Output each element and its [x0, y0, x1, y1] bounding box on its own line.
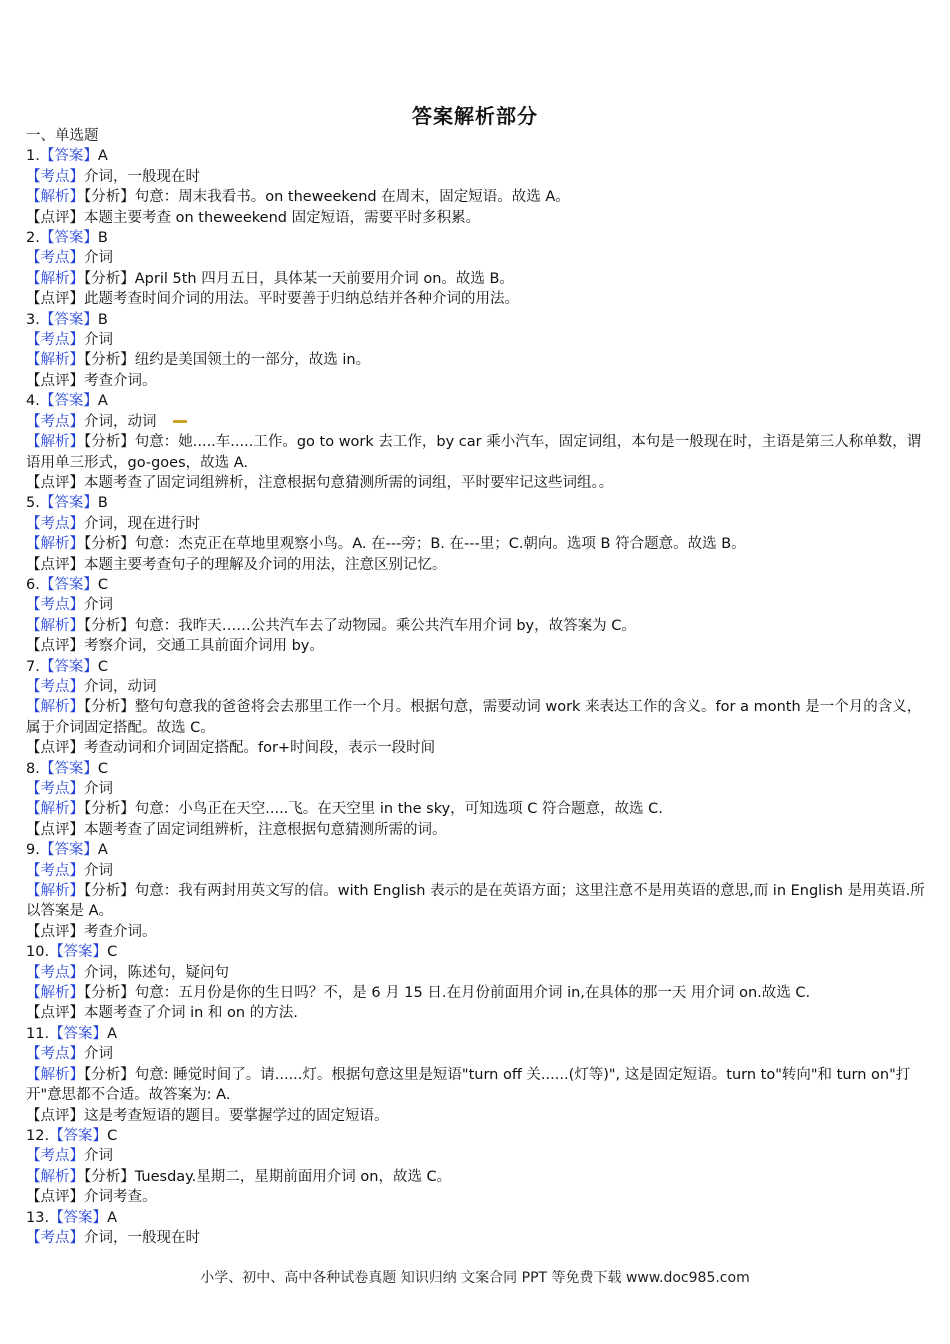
answer-tag: 【答案】: [49, 944, 108, 961]
answer-line: [26, 759, 926, 779]
answer-list: [26, 126, 926, 1248]
explain-tag: 【解析】: [26, 352, 84, 369]
review-tag: 【点评】: [26, 1005, 84, 1022]
footer-text: 小学、初中、高中各种试卷真题 知识归纳 文案合同 PPT 等免费下载 www.doc985.com: [200, 1270, 750, 1286]
explain-tag: 【解析】: [26, 1066, 84, 1083]
review-line: [26, 922, 926, 942]
point-tag: 【考点】: [26, 1046, 84, 1063]
answer-value: A: [107, 1209, 117, 1226]
answer-line: [26, 391, 926, 411]
review-line: [26, 738, 926, 758]
answer-line: [26, 493, 926, 513]
review-tag: 【点评】: [26, 821, 84, 838]
review-text: 介词考查。: [84, 1189, 157, 1206]
point-line: [26, 861, 926, 881]
review-tag: 【点评】: [26, 638, 84, 655]
point-text: 介词: [84, 597, 113, 614]
analysis-tag: 【分析】: [84, 1168, 135, 1185]
question-number: 4.: [26, 393, 40, 410]
review-line: [26, 820, 926, 840]
point-tag: 【考点】: [26, 332, 84, 349]
explain-line: [26, 983, 926, 1003]
answer-tag: 【答案】: [39, 311, 98, 328]
point-text: 介词，一般现在时: [84, 168, 200, 185]
highlight-mark: [173, 420, 187, 423]
explain-tag: 【解析】: [26, 1168, 84, 1185]
point-line: [26, 1146, 926, 1166]
answer-tag: 【答案】: [39, 760, 98, 777]
point-line: [26, 514, 926, 534]
answer-line: [26, 942, 926, 962]
point-tag: 【考点】: [26, 781, 84, 797]
review-tag: 【点评】: [26, 372, 84, 389]
point-tag: 【考点】: [26, 678, 84, 695]
point-tag: 【考点】: [26, 515, 84, 532]
analysis-tag: 【分析】: [84, 699, 135, 716]
analysis-tag: 【分析】: [84, 985, 135, 1002]
review-text: 考查介词。: [84, 923, 157, 940]
explain-tag: 【解析】: [26, 536, 84, 553]
explain-tag: 【解析】: [26, 270, 84, 287]
point-text: 介词，动词: [84, 678, 157, 695]
answer-line: [26, 1024, 926, 1044]
point-text: 介词: [84, 781, 113, 797]
explain-line: [26, 350, 926, 370]
answer-line: [26, 146, 926, 166]
point-tag: 【考点】: [26, 862, 84, 879]
answer-value: A: [97, 842, 108, 859]
review-text: 此题考查时间介词的用法。平时要善于归纳总结并各种介词的用法。: [84, 291, 519, 308]
answer-tag: 【答案】: [39, 842, 98, 859]
point-line: [26, 248, 926, 268]
explain-text: 句意：她.....车.....工作。go to work 去工作，by car 乘小汽车，固定词组，本句是一般现在时，主语是第三人称单数，谓语用单三形式，go-goes，故选 A.: [26, 434, 922, 471]
explain-tag: 【解析】: [26, 883, 84, 900]
answer-tag: 【答案】: [49, 1127, 108, 1144]
analysis-tag: 【分析】: [84, 617, 135, 634]
question-number: 6.: [26, 576, 40, 593]
analysis-tag: 【分析】: [84, 536, 135, 553]
answer-value: C: [107, 1127, 118, 1144]
question-number: 12.: [26, 1127, 50, 1144]
answer-value: B: [97, 495, 108, 512]
answer-line: [26, 310, 926, 330]
review-line: [26, 473, 926, 493]
explain-line: [26, 1167, 926, 1187]
answer-line: [26, 840, 926, 860]
explain-line: [26, 616, 926, 636]
point-line: [26, 330, 926, 350]
question-number: 2.: [26, 230, 40, 247]
answer-value: C: [97, 658, 108, 675]
point-line: [26, 963, 926, 983]
review-line: [26, 555, 926, 575]
explain-text: 句意：周末我看书。on theweekend 在周末，固定短语。故选 A。: [134, 189, 570, 206]
review-text: 这是考查短语的题目。要掌握学过的固定短语。: [84, 1107, 389, 1124]
point-line: [26, 1228, 926, 1248]
review-text: 本题考查了介词 in 和 on 的方法.: [84, 1005, 298, 1022]
explain-line: [26, 697, 926, 738]
question-number: 13.: [26, 1209, 50, 1226]
analysis-tag: 【分析】: [84, 434, 135, 451]
section-heading: 一、单选题: [26, 128, 99, 144]
point-text: 介词: [84, 862, 113, 879]
question-number: 1.: [26, 148, 40, 165]
review-tag: 【点评】: [26, 291, 84, 308]
analysis-tag: 【分析】: [84, 189, 135, 206]
question-number: 10.: [26, 944, 50, 961]
answer-tag: 【答案】: [39, 230, 98, 247]
answer-value: A: [97, 148, 108, 165]
explain-tag: 【解析】: [26, 434, 84, 451]
review-text: 本题主要考查 on theweekend 固定短语，需要平时多积累。: [84, 209, 481, 226]
answer-line: [26, 657, 926, 677]
explain-tag: 【解析】: [26, 189, 84, 206]
explain-line: [26, 187, 926, 207]
explain-line: [26, 881, 926, 922]
answer-tag: 【答案】: [49, 1209, 108, 1226]
answer-value: B: [97, 311, 108, 328]
point-text: 介词，动词: [84, 413, 157, 430]
point-tag: 【考点】: [26, 597, 84, 614]
point-line: [26, 779, 926, 799]
point-line: [26, 677, 926, 697]
review-line: [26, 1003, 926, 1023]
answer-line: [26, 575, 926, 595]
review-line: [26, 289, 926, 309]
question-number: 3.: [26, 311, 40, 328]
question-number: 9.: [26, 842, 40, 859]
point-line: [26, 595, 926, 615]
analysis-tag: 【分析】: [84, 270, 135, 287]
explain-line: [26, 534, 926, 554]
question-number: 11.: [26, 1025, 50, 1042]
point-text: 介词: [84, 1148, 113, 1165]
question-number: 7.: [26, 658, 40, 675]
review-line: [26, 636, 926, 656]
explain-tag: 【解析】: [26, 699, 84, 716]
point-line: [26, 167, 926, 187]
explain-text: 句意：小鸟正在天空.....飞。在天空里 in the sky，可知选项 C 符合题意，故选 C.: [134, 801, 663, 818]
point-text: 介词: [84, 250, 113, 267]
explain-text: 句意：我有两封用英文写的信。with English 表示的是在英语方面；这里注意不是用英语的意思,而 in English 是用英语.所以答案是 A。: [26, 883, 925, 920]
answer-tag: 【答案】: [39, 576, 98, 593]
explain-tag: 【解析】: [26, 617, 84, 634]
explain-text: 纽约是美国领土的一部分，故选 in。: [134, 352, 371, 369]
explain-text: 句意：杰克正在草地里观察小鸟。A. 在---旁；B. 在---里；C.朝向。选项 B 符合题意。故选 B。: [134, 536, 746, 553]
point-text: 介词: [84, 1046, 113, 1063]
point-text: 介词，一般现在时: [84, 1229, 200, 1246]
point-tag: 【考点】: [26, 168, 84, 185]
answer-value: C: [97, 760, 108, 777]
review-tag: 【点评】: [26, 556, 84, 573]
review-text: 本题考查了固定词组辨析，注意根据句意猜测所需的词。: [84, 821, 447, 838]
answer-line: [26, 1208, 926, 1228]
answer-value: C: [107, 944, 118, 961]
question-number: 8.: [26, 760, 40, 777]
review-tag: 【点评】: [26, 1107, 84, 1124]
answer-tag: 【答案】: [39, 495, 98, 512]
review-tag: 【点评】: [26, 923, 84, 940]
review-line: [26, 208, 926, 228]
explain-tag: 【解析】: [26, 985, 84, 1002]
review-text: 考察介词，交通工具前面介词用 by。: [84, 638, 324, 655]
review-line: [26, 1187, 926, 1207]
point-tag: 【考点】: [26, 413, 84, 430]
answer-value: B: [97, 230, 108, 247]
answer-tag: 【答案】: [39, 148, 98, 165]
review-text: 本题主要考查句子的理解及介词的用法，注意区别记忆。: [84, 556, 447, 573]
point-line: [26, 412, 926, 432]
review-text: 考查介词。: [84, 372, 157, 389]
explain-line: [26, 432, 926, 473]
answer-tag: 【答案】: [49, 1025, 108, 1042]
point-text: 介词: [84, 332, 113, 349]
point-tag: 【考点】: [26, 1148, 84, 1165]
point-line: [26, 1044, 926, 1064]
review-text: 考查动词和介词固定搭配。for+时间段，表示一段时间: [84, 740, 436, 757]
review-tag: 【点评】: [26, 474, 84, 491]
point-tag: 【考点】: [26, 250, 84, 267]
analysis-tag: 【分析】: [84, 883, 135, 900]
answer-value: A: [107, 1025, 117, 1042]
point-text: 介词，陈述句，疑问句: [84, 964, 229, 981]
explain-text: 句意：我昨天……公共汽车去了动物园。乘公共汽车用介词 by，故答案为 C。: [134, 617, 636, 634]
analysis-tag: 【分析】: [84, 352, 135, 369]
point-tag: 【考点】: [26, 1229, 84, 1246]
question-number: 5.: [26, 495, 40, 512]
explain-text: 句意：五月份是你的生日吗？不，是 6 月 15 日.在月份前面用介词 in,在具体的那一天 用介词 on.故选 C.: [134, 985, 811, 1002]
explain-text: 句意: 睡觉时间了。请......灯。根据句意这里是短语"turn off 关......(灯等)", 这是固定短语。turn to"转向"和 turn on"打开"意思都不合适。故答案为: A.: [26, 1066, 911, 1104]
answer-value: C: [97, 576, 108, 593]
review-text: 本题考查了固定词组辨析，注意根据句意猜测所需的词组，平时要牢记这些词组。。: [84, 474, 614, 491]
review-tag: 【点评】: [26, 740, 84, 757]
page-title: 答案解析部分: [412, 104, 538, 128]
answer-line: [26, 1126, 926, 1146]
explain-line: [26, 1065, 926, 1106]
explain-text: April 5th 四月五日，具体某一天前要用介词 on。故选 B。: [134, 270, 514, 287]
explain-text: 整句句意我的爸爸将会去那里工作一个月。根据句意，需要动词 work 来表达工作的含义。for a month 是一个月的含义，属于介词固定搭配。故选 C。: [26, 699, 922, 736]
point-text: 介词，现在进行时: [84, 515, 200, 532]
analysis-tag: 【分析】: [84, 1066, 135, 1083]
review-tag: 【点评】: [26, 209, 84, 226]
answer-tag: 【答案】: [39, 658, 98, 675]
review-line: [26, 371, 926, 391]
explain-text: Tuesday.星期二，星期前面用介词 on，故选 C。: [134, 1168, 452, 1185]
review-tag: 【点评】: [26, 1189, 84, 1206]
point-tag: 【考点】: [26, 964, 84, 981]
review-line: [26, 1106, 926, 1126]
analysis-tag: 【分析】: [84, 801, 135, 818]
answer-value: A: [97, 393, 108, 410]
answer-line: [26, 228, 926, 248]
explain-tag: 【解析】: [26, 801, 84, 818]
answer-tag: 【答案】: [39, 393, 98, 410]
explain-line: [26, 799, 926, 819]
explain-line: [26, 269, 926, 289]
